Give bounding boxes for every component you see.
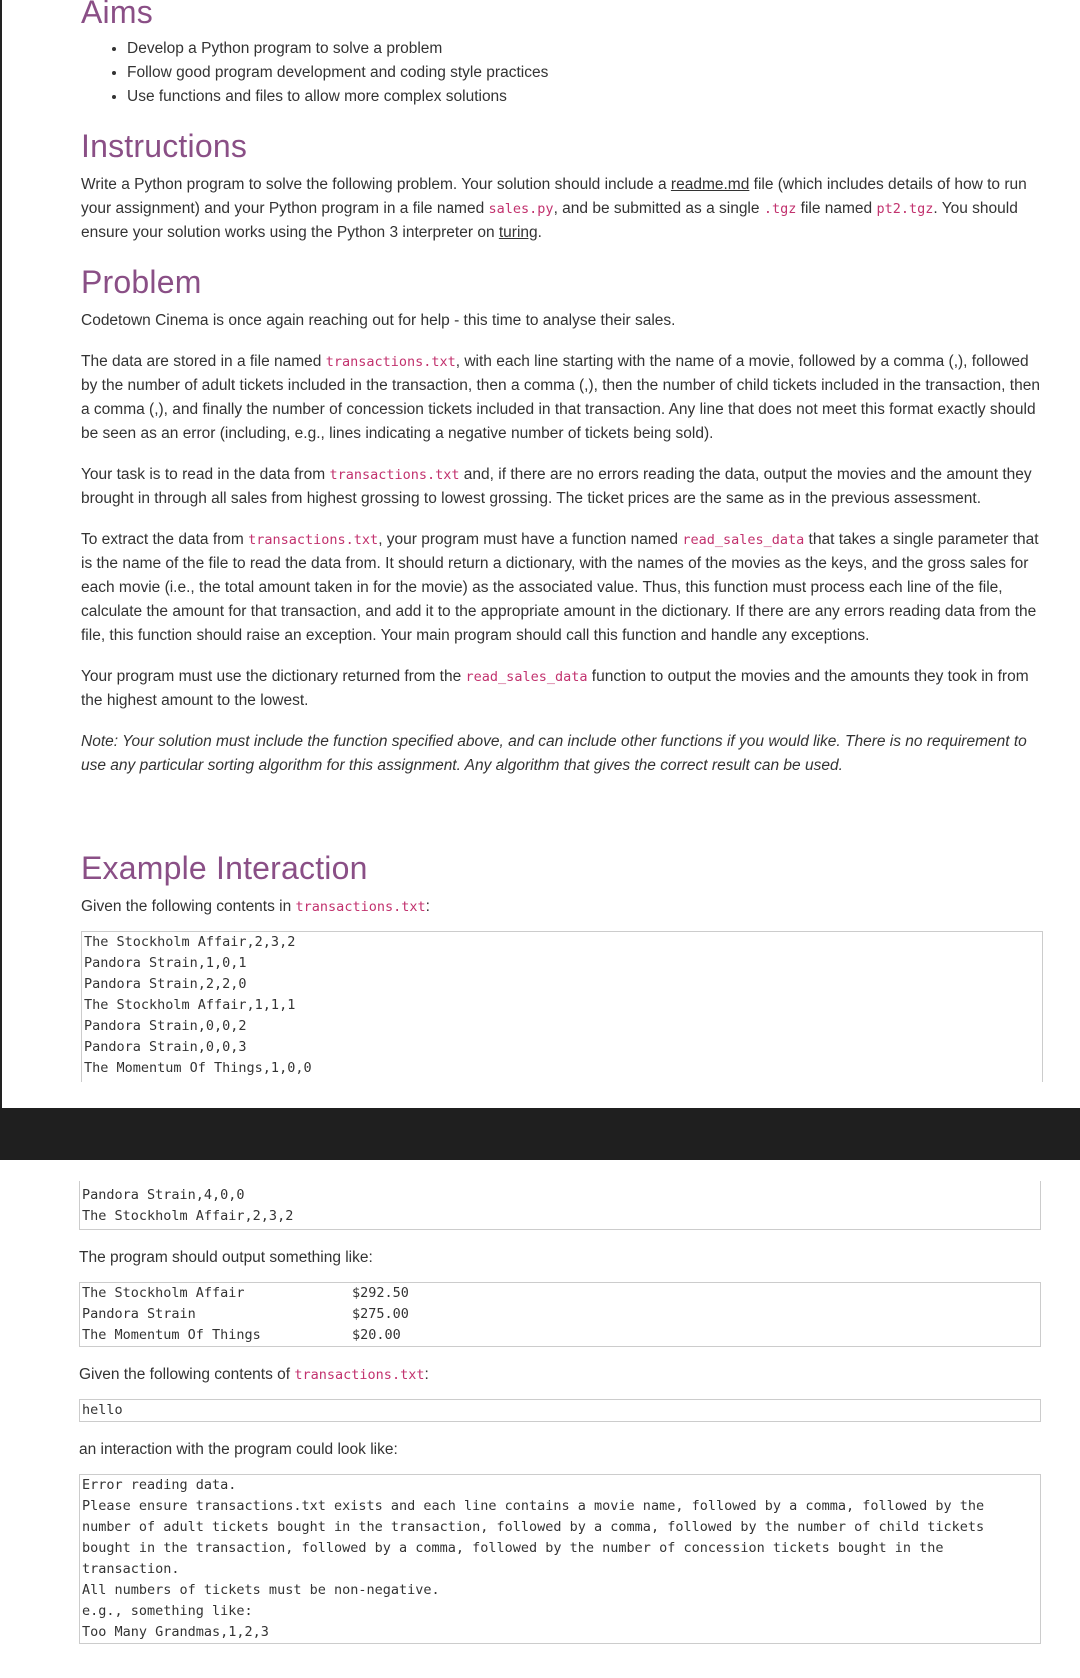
- problem-paragraph-2: [81, 350, 1041, 446]
- transactions-filename: transactions.txt: [325, 354, 456, 370]
- problem-note: [81, 730, 1041, 778]
- instructions-section: [81, 128, 1041, 245]
- text: function to output the movies and the amounts they took in from the highest amount to the lowest.: [81, 668, 1029, 709]
- output-row: [82, 1325, 1038, 1346]
- code-line: Pandora Strain,4,0,0: [82, 1187, 245, 1203]
- problem-paragraph-1: Codetown Cinema is once again reaching out for help - this time to analyse their sales.: [81, 312, 676, 329]
- output-row: [82, 1304, 1038, 1325]
- text: and, if there are no errors reading the data, output the movies and the amount they brought in through all sales from highest grossing to lowest grossing. The ticket prices are the same as in the previous assessment.: [81, 466, 1032, 507]
- text: Your task is to read in the data from: [81, 466, 330, 483]
- readme-link[interactable]: readme.md: [670, 176, 750, 193]
- output-amount: $292.50: [352, 1285, 409, 1301]
- output-amount: $275.00: [352, 1306, 409, 1322]
- example-heading: Example Interaction: [81, 850, 368, 886]
- code-line: Too Many Grandmas,1,2,3: [82, 1624, 269, 1640]
- code-line: Pandora Strain,0,0,2: [84, 1018, 247, 1034]
- page-bottom-section: [0, 1160, 1080, 1678]
- text: :: [425, 898, 430, 915]
- text: Given the following contents in: [81, 898, 296, 915]
- function-name: read_sales_data: [682, 532, 805, 548]
- code-line: e.g., something like:: [82, 1603, 253, 1619]
- text: .: [537, 224, 542, 241]
- code-line: The Momentum Of Things,1,0,0: [84, 1060, 312, 1076]
- transactions-filename: transactions.txt: [294, 1367, 425, 1383]
- problem-heading: Problem: [81, 264, 202, 300]
- text: . You should ensure your solution works using the Python 3 interpreter on: [81, 200, 1018, 241]
- text: file named: [796, 200, 877, 217]
- aims-heading: Aims: [81, 0, 153, 30]
- code-line: Pandora Strain,0,0,3: [84, 1039, 247, 1055]
- text: , and be submitted as a single: [553, 200, 764, 217]
- screenshot-divider: [0, 1108, 1080, 1160]
- output-box: [79, 1282, 1041, 1347]
- code-line: The Stockholm Affair,1,1,1: [84, 997, 296, 1013]
- aims-item: • Follow good program development and coding style practices: [127, 61, 1041, 85]
- text: To extract the data from: [81, 531, 249, 548]
- problem-paragraph-3: [81, 463, 1041, 511]
- interaction-intro: an interaction with the program could look like:: [79, 1441, 398, 1458]
- problem-paragraph-4: [81, 528, 1041, 648]
- code-line: All numbers of tickets must be non-negative.: [82, 1582, 440, 1598]
- code-line: Error reading data.: [82, 1477, 237, 1493]
- sales-filename: sales.py: [488, 201, 554, 217]
- text: Given the following contents of: [79, 1366, 295, 1383]
- text: Write a Python program to solve the following problem. Your solution should include a: [81, 176, 671, 193]
- output-movie: Pandora Strain: [82, 1306, 196, 1322]
- output-movie: The Momentum Of Things: [82, 1327, 261, 1343]
- code-line: Pandora Strain,2,2,0: [84, 976, 247, 992]
- aims-item: • Use functions and files to allow more complex solutions: [127, 85, 1041, 109]
- output-movie: The Stockholm Affair: [82, 1285, 245, 1301]
- error-output-box: [79, 1474, 1041, 1644]
- tgz-extension: .tgz: [763, 201, 797, 217]
- aims-section: [81, 0, 1041, 109]
- text: , with each line starting with the name of a movie, followed by a comma (,), followed by the number of adult tickets included in the transaction, then a comma (,), then the number of child tickets included in the transaction, then a comma (,), and finally the number of concession tickets included in that transaction. Any line that does not meet this format exactly should be seen as an error (including, e.g., lines indicating a negative number of tickets being sold).: [81, 353, 1040, 442]
- file-contents-box-1: [81, 931, 1043, 1082]
- file-contents-box-2: [79, 1399, 1041, 1422]
- transactions-filename: transactions.txt: [248, 532, 379, 548]
- example-given-1: [81, 895, 1041, 919]
- example-section: [81, 850, 1041, 1082]
- text: file (which includes details of how to run your assignment) and your Python program in a file named: [81, 176, 1027, 217]
- transactions-filename: transactions.txt: [295, 899, 426, 915]
- problem-paragraph-5: [81, 665, 1041, 713]
- text: , your program must have a function named: [378, 531, 683, 548]
- code-line: Please ensure transactions.txt exists and each line contains a movie name, followed by a comma, followed by the number of adult tickets bought in the transaction, followed by a comma, followed by the number of child tickets bought in the transaction, followed by a comma, followed by the number of concession tickets bought in the transaction.: [82, 1498, 993, 1577]
- example-given-2: [79, 1363, 1039, 1387]
- pt2-filename: pt2.tgz: [876, 201, 934, 217]
- note-text: Note: Your solution must include the function specified above, and can include other functions if you would like. There is no requirement to use any particular sorting algorithm for this assignment. Any algorithm that gives the correct result can be used.: [81, 733, 1027, 774]
- code-line: The Stockholm Affair,2,3,2: [84, 934, 296, 950]
- transactions-filename: transactions.txt: [329, 467, 460, 483]
- aims-item: • Develop a Python program to solve a problem: [127, 37, 1041, 61]
- turing-link[interactable]: turing: [498, 224, 538, 241]
- aims-list: [81, 37, 1041, 109]
- text: :: [424, 1366, 429, 1383]
- output-row: [82, 1283, 1038, 1304]
- text: that takes a single parameter that is the name of the file to read the data from. It should return a dictionary, with the names of the movies as the keys, and the gross sales for each movie (i.e., the total amount taken in for the movie) as the associated value. Thus, this function must process each line of the file, calculate the amount for that transaction, and add it to the appropriate amount in the dictionary. If there are any errors reading data from the file, this function should raise an exception. Your main program should call this function and handle any exceptions.: [81, 531, 1039, 644]
- instructions-paragraph: [81, 173, 1041, 245]
- text: Your program must use the dictionary returned from the: [81, 668, 466, 685]
- problem-section: [81, 264, 1041, 778]
- output-intro: The program should output something like:: [79, 1249, 373, 1266]
- file-contents-box-1-continued: [79, 1181, 1041, 1230]
- instructions-heading: Instructions: [81, 128, 248, 164]
- text: The data are stored in a file named: [81, 353, 326, 370]
- code-line: hello: [82, 1402, 123, 1418]
- code-line: The Stockholm Affair,2,3,2: [82, 1208, 294, 1224]
- function-name: read_sales_data: [465, 669, 588, 685]
- code-line: Pandora Strain,1,0,1: [84, 955, 247, 971]
- example-continued: [79, 1181, 1039, 1644]
- output-amount: $20.00: [352, 1327, 401, 1343]
